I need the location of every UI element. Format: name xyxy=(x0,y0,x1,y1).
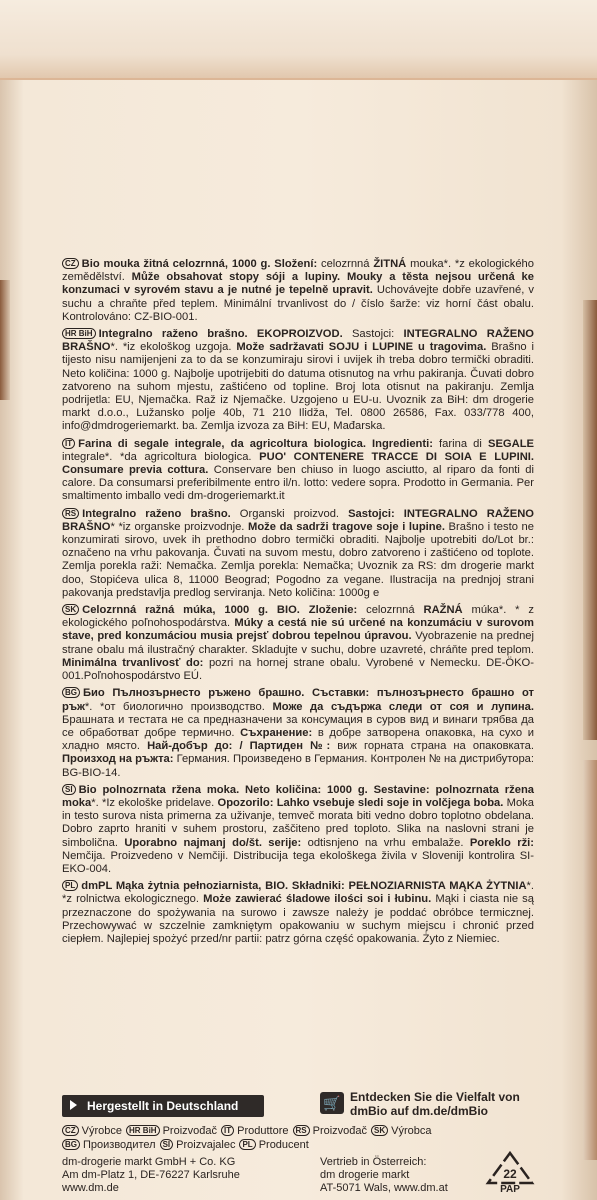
section-text: *. *Iz ekološke pridelave. xyxy=(91,796,218,809)
section-text: Organski proizvod. xyxy=(230,507,349,520)
section-text: Brašno i testo ne konzumirati sirovo, uvek ih prethodno dobro termički obraditi. Najbolje upotrebiti do/Lot br.: označeno na vrhu pakovanja. Čuvati na suvom mestu, dobro zatvoreno i zaštićeno od toplote. Zemlja porekla raži: Nemačka. Zemlja porekla: Nemačka; Uvoznik za RS: dm drogerie markt doo, Stopićeva ulica 8, 11000 Beograd; Pogodno za vegane. Ilustracija na prednjoj strani pakovanja predstavlja predlog serviranja. Neto količina: 1000g e xyxy=(62,520,534,599)
section-text: celozrnná xyxy=(357,604,424,617)
made-in-label: Hergestellt in Deutschland xyxy=(87,1099,239,1113)
play-arrow-icon xyxy=(70,1100,77,1110)
manufacturer-word: Proizvajalec xyxy=(176,1139,236,1151)
manufacturer-word: Производител xyxy=(83,1139,156,1151)
multilingual-label-text xyxy=(62,258,534,950)
section-text: Sastojci: INTEGRALNO RAŽENO BRAŠNO xyxy=(62,507,534,533)
manufacturer-word: Výrobce xyxy=(81,1125,123,1137)
section-text: mouka*. *z ekologického zemědělství. xyxy=(62,258,534,284)
made-in-germany-badge xyxy=(62,1095,264,1117)
section-text: Može sadržavati SOJU i LUPINE u tragovima. xyxy=(236,341,487,354)
section-rs xyxy=(62,508,534,600)
address-line: Vertrieb in Österreich: xyxy=(320,1156,427,1168)
section-text: INTEGRALNO RAŽENO BRAŠNO xyxy=(62,328,534,354)
section-text: *. *от биологично производство. xyxy=(84,700,273,713)
section-text: Opozorilo: Lahko vsebuje sledi soje in volčjega boba. xyxy=(217,796,504,809)
section-text: Integralno raženo brašno. xyxy=(82,507,231,520)
section-text: múka*. * z ekologického poľnohospodárstva. xyxy=(62,604,534,630)
manufacturer-word: Proizvođač xyxy=(312,1125,368,1137)
country-code-badge: CZ xyxy=(62,258,79,269)
address-line: www.dm.de xyxy=(62,1182,119,1194)
section-text: Може да съдържа следи от соя и лупина. xyxy=(272,700,535,713)
section-text: Германия. Произведено в Германия. Контролен № на дистрибутора: BG-BIO-14. xyxy=(62,753,535,779)
manufacturer-word: Producent xyxy=(258,1139,309,1151)
shopping-cart-icon: 🛒 xyxy=(320,1092,344,1114)
address-germany xyxy=(62,1156,262,1195)
country-code-badge: SK xyxy=(62,604,79,615)
country-code-badge: BG xyxy=(62,687,80,698)
section-text: Bio mouka žitná celozrnná, 1000 g. Složení: xyxy=(81,258,318,270)
recycling-symbol xyxy=(482,1150,538,1196)
section-text: Mąki i ciasta nie są przeznaczone do spożywania na surowo i zawsze należy je poddać obróbce termicznej. Przechowywać w szczelnie zamkniętym opakowaniu w suchym miejscu i chronić przed ciepłem. Najlepiej spożyć przed/nr partii: patrz górna część opakowania. Żyto z Niemiec. xyxy=(62,893,534,945)
address-line: dm-drogerie markt GmbH + Co. KG xyxy=(62,1156,236,1168)
section-text: Bio polnozrnata ržena moka. Neto količina: 1000 g. Sestavine: polnozrnata ržena moka xyxy=(62,783,534,809)
country-code-badge: BG xyxy=(62,1139,80,1150)
section-text: Integralno raženo brašno. EKOPROIZVOD. xyxy=(98,328,343,341)
section-sk xyxy=(62,604,534,683)
section-text: Sastojci: xyxy=(342,328,404,341)
manufacturer-word: Výrobca xyxy=(391,1125,432,1137)
address-line: AT-5071 Wals, www.dm.at xyxy=(320,1182,448,1194)
section-text: celozrnná xyxy=(317,258,374,270)
section-text: ŽITNÁ xyxy=(373,258,407,270)
country-code-badge: IT xyxy=(62,438,75,449)
country-code-badge: CZ xyxy=(62,1125,79,1136)
country-code-badge: RS xyxy=(62,508,79,519)
section-text: Poreklo rži: xyxy=(469,836,534,849)
package-top-fold xyxy=(0,0,597,80)
address-austria xyxy=(320,1156,500,1195)
section-si xyxy=(62,784,534,876)
manufacturer-languages xyxy=(62,1124,462,1152)
languages-row-1 xyxy=(62,1124,462,1138)
country-code-badge: PL xyxy=(62,880,78,891)
section-text: Může obsahovat stopy sóji a lupiny. Mouky a těsta nejsou určená ke konzumaci v syrovém stavu a je nutné je tepelně upravit. xyxy=(62,271,534,297)
section-text: Brašno i tijesto nisu namijenjeni za to da se konzumiraju sirovi i uvijek ih treba dobro termički obraditi. Neto količina: 1000 g. Najbolje upotrijebiti do datuma otisnutog na vrhu pakiranja. Čuvati dobro zatvoreno na suhom mjestu, zaštićeno od topline. Broj lota otisnut na pakiranju. Zemlja podrijetla: EU, Njemačka. Raž iz Njemačke. Uzgojeno u EU-u. Uvoznik za BiH: dm drogerie markt d.o.o., Lužansko polje 40b, 71 210 Ilidža, Tel. 0800 26586, Fax. 033/778 400, info@dmdrogeriemarkt. ba. Zemlja izvoza za BiH: EU, Mađarska. xyxy=(62,341,534,433)
section-text: в добре затворена опаковка, на сухо и хладно място. xyxy=(62,726,534,753)
section-text: odtisnjeno na vrhu embalaže. xyxy=(301,836,470,849)
section-text: RAŽNÁ xyxy=(423,604,463,617)
section-text: Произход на ръжта: xyxy=(62,753,174,766)
country-code-badge: IT xyxy=(221,1125,234,1136)
country-code-badge: HR BiH xyxy=(62,328,96,339)
manufacturer-word: Produttore xyxy=(237,1125,289,1137)
section-text: dmPL Mąka żytnia pełnoziarnista, BIO. Składniki: PEŁNOZIARNISTA MĄKA ŻYTNIA xyxy=(81,880,527,893)
section-text: SEGALE xyxy=(487,437,534,450)
recycle-number: 22 xyxy=(503,1167,517,1181)
package-right-edge-lower xyxy=(583,760,597,1160)
country-code-badge: SI xyxy=(160,1139,174,1150)
section-cz xyxy=(62,258,534,324)
section-text: farina di xyxy=(432,437,488,450)
section-text: Može da sadrži tragove soje i lupine. xyxy=(248,520,445,533)
recycle-code: PAP xyxy=(500,1184,520,1195)
languages-row-2 xyxy=(62,1138,462,1152)
section-text: Múky a cestá nie sú určené na konzumáciu v surovom stave, pred konzumáciou musia prejsť dobrou tepelnou úpravou. xyxy=(62,617,534,643)
section-hr-bih xyxy=(62,328,534,434)
section-text: Moka in testo surova nista primerna za uživanje, temveč morata biti vedno dobro toplotno obdelana. Dobro zaprto hraniti v suhem prostoru, zaščiteno pred toploto. Slika na naslovni strani je simbolična. xyxy=(62,796,534,849)
section-text: Celozrnná ražná múka, 1000 g. BIO. Zloženie: xyxy=(82,604,358,617)
section-text: *. *iz ekološkog uzgoja. xyxy=(110,341,237,354)
country-code-badge: SI xyxy=(62,784,76,795)
section-text: Conservare ben chiuso in luogo asciutto, al riparo da fonti di calore. Da consumarsi preferibilmente entro il/n. lotto: vedere sopra. Prodotto in Germania. Per smaltimento imballo vedi dm-drogeriemarkt.it xyxy=(62,464,534,503)
discover-text: Entdecken Sie die Vielfalt von dmBio auf dm.de/dmBio xyxy=(350,1090,520,1118)
country-code-badge: HR BiH xyxy=(126,1125,160,1136)
country-code-badge: RS xyxy=(293,1125,310,1136)
section-text: *. *z rolnictwa ekologicznego. xyxy=(62,880,534,906)
section-text: Farina di segale integrale, da agricoltura biologica. Ingredienti: xyxy=(78,437,433,450)
section-text: Съхранение: xyxy=(240,726,313,739)
recycle-triangle-icon xyxy=(482,1150,538,1186)
address-line: Am dm-Platz 1, DE-76227 Karlsruhe xyxy=(62,1169,240,1181)
country-code-badge: PL xyxy=(239,1139,255,1150)
section-text: pozri na hornej strane obalu. Vyrobené v Nemecku. DE-ÖKO-001.Poľnohospodárstvo EÚ. xyxy=(62,656,534,683)
section-text: Най-добър до: / Партиден №: xyxy=(147,740,331,753)
manufacturer-word: Proizvođač xyxy=(162,1125,218,1137)
section-text: Nemčija. Proizvedeno v Nemčiji. Distribucija tega ekološkega živila v Sloveniji kontrolira SI-EKO-004. xyxy=(62,849,534,875)
section-text: Może zawierać śladowe ilości soi i łubinu. xyxy=(203,893,432,906)
section-text: Vyobrazenie na prednej strane obalu má ilustračný charakter. Skladujte v suchu, dobre uzavreté, chráňte pred teplom. xyxy=(62,630,534,656)
section-pl xyxy=(62,880,534,946)
country-code-badge: SK xyxy=(371,1125,388,1136)
section-text: Брашната и тестата не са предназначени за консумация в суров вид и винаги трябва да се обработват добре термично. xyxy=(62,713,534,739)
section-text: PUO' CONTENERE TRACCE DI SOIA E LUPINI. Consumare previa cottura. xyxy=(62,450,534,477)
section-text: Minimálna trvanlivosť do: xyxy=(62,656,204,669)
address-line: dm drogerie markt xyxy=(320,1169,410,1181)
section-text: * *iz organske proizvodnje. xyxy=(110,520,249,533)
section-text: integrale*. *da agricoltura biologica. xyxy=(62,450,260,463)
section-it xyxy=(62,438,534,504)
package-left-edge xyxy=(0,280,10,400)
section-text: виж горната страна на опаковката. xyxy=(330,740,534,753)
package-right-edge xyxy=(583,300,597,740)
section-text: Uporabno najmanj do/št. serije: xyxy=(124,836,302,849)
section-text: Био Пълнозърнесто ръжено брашно. Съставки: пълнозърнесто брашно от ръж xyxy=(62,687,534,713)
section-text: Uchovávejte dobře uzavřené, v suchu a chraňte před teplem. Minimální trvanlivost do / číslo šarže: viz horní část obalu. Kontrolováno: CZ-BIO-001. xyxy=(62,284,534,323)
discover-dmbio xyxy=(320,1090,534,1118)
section-bg xyxy=(62,687,534,779)
